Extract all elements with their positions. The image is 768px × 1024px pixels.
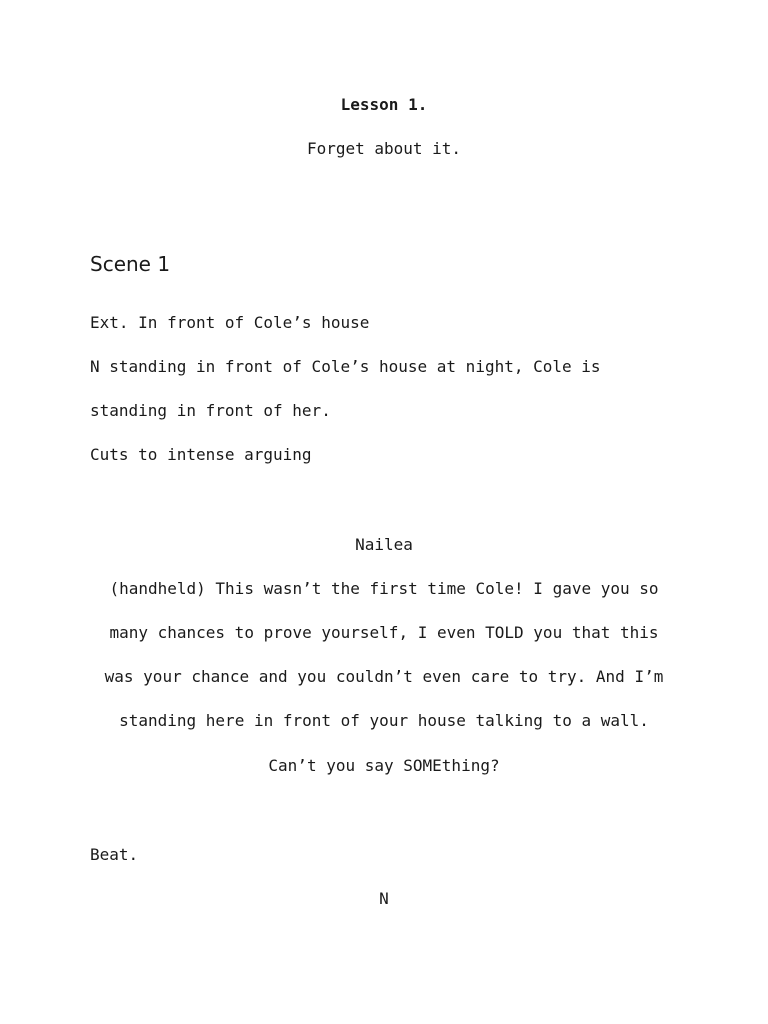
action-line: N standing in front of Cole’s house at night, Cole is xyxy=(90,357,601,376)
lesson-subtitle: Forget about it. xyxy=(306,139,462,158)
action-line: standing in front of her. xyxy=(90,401,331,420)
dialogue-line: Can’t you say SOMEthing? xyxy=(268,756,500,775)
character-name: Nailea xyxy=(355,535,413,554)
beat-direction: Beat. xyxy=(90,845,139,864)
action-line: Ext. In front of Cole’s house xyxy=(90,313,370,332)
dialogue-line: was your chance and you couldn’t even care to try. And I’m xyxy=(104,667,664,686)
lesson-title: Lesson 1. xyxy=(340,95,428,114)
dialogue-line: (handheld) This wasn’t the first time Cole! I gave you so xyxy=(109,579,659,598)
dialogue-line: standing here in front of your house talking to a wall. xyxy=(119,711,649,730)
scene-heading: Scene 1 xyxy=(90,252,171,276)
dialogue-line: many chances to prove yourself, I even TOLD you that this xyxy=(109,623,659,642)
action-line: Cuts to intense arguing xyxy=(90,445,312,464)
next-character-name: N xyxy=(379,889,389,908)
